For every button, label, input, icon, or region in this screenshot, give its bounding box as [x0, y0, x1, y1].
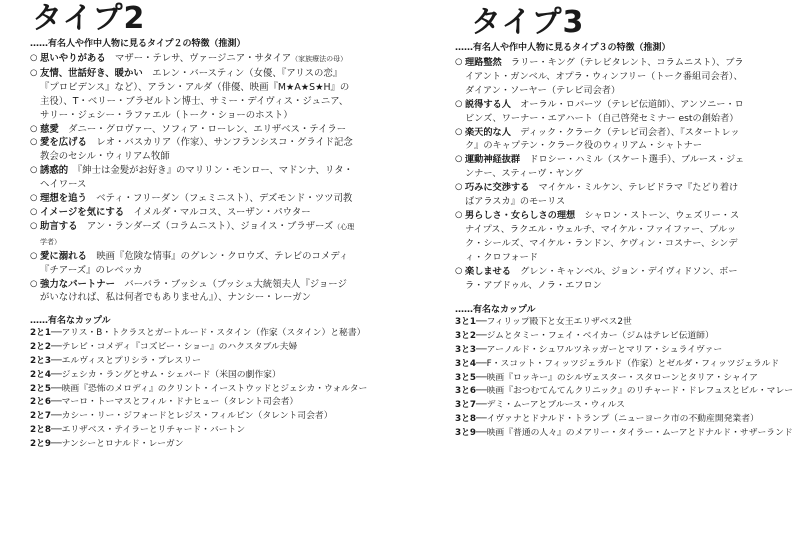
trait-item: [455, 209, 747, 265]
couple-number: 3と7: [455, 400, 477, 411]
trait-note: （家族療法の母）: [291, 55, 348, 63]
couple-number: 3と6: [455, 386, 477, 397]
trait-heading: 慈愛: [40, 123, 59, 135]
trait-item: [455, 98, 747, 126]
couple-text: ──F・スコット・フィッツジェラルド（作家）とゼルダ・フィッツジェラルド: [476, 358, 780, 369]
trait-text: オーラル・ロバーツ（テレビ伝道師）、アンソニー・ロビンズ、ワーナー・エアハート（自己啓発セミナー estの創始者）: [465, 98, 744, 124]
couple-text: ──映画『普通の人々』のメアリー・タイラー・ムーアとドナルド・サザーランド: [476, 427, 793, 438]
trait-text: ドロシー・ハミル（スケート選手）、ブルース・ジェンナー、スティーヴ・ヤング: [465, 154, 745, 180]
trait-heading: 楽しませる: [465, 265, 511, 277]
type3-couples-header: ……有名なカップル: [455, 305, 536, 316]
type2-trait-list: [30, 52, 355, 305]
couple-number: 3と5: [455, 372, 477, 383]
trait-item: [455, 153, 747, 181]
couple-item: [455, 358, 780, 372]
couple-item: [30, 424, 355, 438]
couple-number: 2と8: [30, 424, 52, 435]
couple-number: 2と3: [30, 355, 52, 366]
trait-item: [30, 278, 355, 306]
circle-bullet-icon: ○: [455, 154, 463, 165]
type2-column: [30, 1, 368, 451]
couple-text: ──アリス・B・トクラスとガートルード・スタイン（作家（スタイン）と秘書）: [51, 328, 366, 339]
couple-number: 2と2: [30, 342, 52, 353]
type3-couple-list: [455, 316, 793, 440]
trait-heading: 誘惑的: [40, 165, 69, 177]
type3-famous-header: ……有名人や作中人物に見るタイプ３の特徴（推測）: [455, 43, 671, 53]
circle-bullet-icon: ○: [455, 57, 463, 67]
couple-item: [455, 385, 793, 399]
couple-item: [455, 344, 747, 358]
couple-number: 2と4: [30, 369, 52, 380]
trait-item: [30, 136, 355, 164]
trait-text: シャロン・ストーン、ウェズリー・スナイプス、ラクエル・ウェルチ、マイケル・ファイファー、ブルック・シールズ、マイケル・ランドン、ケヴィン・コスナー、シンディ・クロフォード: [465, 209, 740, 263]
trait-heading: 運動神経抜群: [465, 154, 521, 166]
trait-heading: 理想を追う: [40, 193, 87, 205]
trait-heading: イメージを気にする: [40, 206, 125, 218]
trait-text: 映画『危険な情事』のグレン・クロウズ、テレビのコメディ『チアーズ』のレベッカ: [40, 250, 349, 276]
couple-text: ──映画『おつむてんてんクリニック』のリチャード・ドレフュスとビル・マレー: [476, 386, 793, 397]
trait-item: [455, 56, 747, 98]
trait-text: アン・ランダーズ（コラムニスト）、ジョイス・ブラザーズ: [77, 220, 334, 232]
trait-text: エレン・バースティン（女優、『アリスの恋』『プロビデンス』など）、アラン・アルダ（俳優、映画『M★A★S★H』の主役）、T・ベリー・ブラゼルトン博士、サミー・デイヴィス・ジュニア、サリー・ジェシー・ラファエル（トーク・ショーのホスト）: [40, 67, 350, 121]
circle-bullet-icon: ○: [455, 182, 463, 193]
trait-note: （心理学者）: [40, 222, 355, 246]
couple-text: ──マーロ・トーマスとフィル・ドナヒュー（タレント司会者）: [51, 397, 299, 408]
couple-item: [455, 330, 747, 344]
trait-heading: 愛を広げる: [40, 137, 87, 149]
couple-text: ──アーノルド・シュワルツネッガーとマリア・シュライヴァー: [476, 345, 723, 355]
circle-bullet-icon: ○: [30, 123, 38, 134]
trait-item: [455, 265, 747, 293]
couple-item: [455, 372, 758, 386]
trait-heading: 愛に溺れる: [40, 250, 87, 262]
couple-text: ──イヴァナとドナルド・トランプ（ニューヨーク市の不動産開発業者）: [476, 413, 759, 424]
couple-item: [455, 413, 759, 427]
trait-heading: 理路整然: [465, 57, 502, 68]
couple-text: ──映画『恐怖のメロディ』のクリント・イーストウッドとジェシカ・ウォルター: [51, 383, 368, 394]
couple-number: 3と1: [455, 317, 477, 328]
trait-item: [30, 164, 355, 192]
circle-bullet-icon: ○: [30, 53, 38, 63]
type2-title: タイプ2: [32, 1, 146, 36]
trait-text: ディック・クラーク（テレビ司会者）、『スタートレック』のキャプテン・クラーク役のウィリアム・シャトナー: [465, 126, 740, 152]
couple-number: 2と9: [30, 438, 52, 449]
circle-bullet-icon: ○: [30, 193, 38, 204]
couple-number: 2と7: [30, 411, 52, 422]
trait-heading: 強力なパートナー: [40, 278, 116, 290]
couple-text: ──ジムとタミー・フェイ・ベイカー（ジムはテレビ伝道師）: [476, 331, 714, 342]
trait-text: 『紳士は金髪がお好き』のマリリン・モンロー、マドンナ、リタ・ヘイワース: [40, 165, 354, 191]
couple-text: ──映画『ロッキー』のシルヴェスター・スタローンとタリア・シャイア: [476, 372, 758, 383]
circle-bullet-icon: ○: [455, 98, 463, 109]
trait-text: ベティ・フリーダン（フェミニスト）、デズモンド・ツツ司教: [86, 193, 353, 205]
trait-text: マイケル・ミルケン、テレビドラマ『たどり着けばアラスカ』のモーリス: [465, 182, 739, 208]
trait-heading: 男らしさ・女らしさの理想: [465, 209, 576, 221]
trait-item: [30, 206, 355, 220]
trait-heading: 楽天的な人: [465, 126, 511, 138]
trait-heading: 助言する: [40, 220, 78, 232]
couple-item: [30, 327, 366, 341]
trait-item: [30, 220, 355, 250]
trait-item: [30, 67, 355, 123]
couple-text: ──カシー・リー・ジフォードとレジス・フィルビン（タレント司会者）: [51, 411, 333, 422]
circle-bullet-icon: ○: [30, 165, 38, 176]
couple-item: [30, 355, 355, 369]
couple-text: ──ナンシーとロナルド・レーガン: [51, 438, 184, 449]
circle-bullet-icon: ○: [30, 67, 38, 78]
couple-text: ──エルヴィスとプリシラ・プレスリー: [51, 355, 201, 366]
couple-item: [30, 410, 355, 424]
trait-heading: 思いやりがある: [40, 53, 106, 64]
type3-trait-list: [455, 56, 747, 292]
couple-item: [455, 316, 747, 330]
couple-item: [30, 438, 355, 452]
trait-text: マザー・テレサ、ヴァージニア・サタイア: [105, 53, 292, 64]
type3-column: [455, 2, 793, 441]
circle-bullet-icon: ○: [30, 206, 38, 217]
circle-bullet-icon: ○: [455, 209, 463, 220]
couple-item: [455, 399, 747, 413]
trait-item: [30, 250, 355, 278]
trait-heading: 友情、世話好き、暖かい: [40, 67, 143, 79]
trait-text: ラリー・キング（テレビタレント、コラムニスト）、ブライアント・ガンベル、オプラ・ウィンフリー（トーク番組司会者）、ダイアン・ソーヤー（テレビ司会者）: [465, 57, 744, 96]
couple-text: ──エリザベス・テイラーとリチャード・バートン: [51, 424, 246, 435]
trait-item: [455, 126, 747, 154]
type2-couple-list: [30, 327, 368, 451]
trait-text: グレン・キャンベル、ジョン・デイヴィドソン、ボーラ・アブドゥル、ノラ・エフロン: [465, 265, 738, 291]
couple-number: 3と9: [455, 427, 477, 438]
couple-text: ──ジェシカ・ラングとサム・シェパード（米国の劇作家）: [51, 369, 281, 380]
couple-item: [30, 396, 355, 410]
circle-bullet-icon: ○: [30, 250, 38, 261]
couple-text: ──デミ・ムーアとブルース・ウィルス: [476, 400, 625, 411]
trait-item: [30, 123, 355, 137]
type3-title: タイプ3: [471, 5, 585, 40]
couple-item: [455, 427, 793, 441]
type2-famous-header: ……有名人や作中人物に見るタイプ２の特徴（推測）: [30, 39, 246, 49]
couple-number: 3と8: [455, 413, 477, 424]
trait-text: ダニー・グロヴァー、ソフィア・ローレン、エリザベス・テイラー: [58, 123, 347, 135]
couple-number: 2と5: [30, 383, 52, 394]
trait-heading: 巧みに交渉する: [465, 182, 530, 194]
couple-number: 3と3: [455, 345, 477, 355]
couple-number: 3と4: [455, 358, 477, 369]
trait-text: イメルダ・マルコス、スーザン・パウター: [124, 206, 311, 218]
trait-item: [30, 52, 355, 67]
couple-number: 3と2: [455, 331, 477, 342]
couple-number: 2と1: [30, 328, 52, 339]
circle-bullet-icon: ○: [30, 220, 38, 231]
type2-couples-header: ……有名なカップル: [30, 316, 111, 327]
couple-item: [30, 341, 355, 355]
trait-item: [455, 181, 747, 209]
couple-text: ──テレビ・コメディ『コズビー・ショー』のハクスタブル夫婦: [51, 342, 298, 353]
circle-bullet-icon: ○: [30, 278, 38, 289]
circle-bullet-icon: ○: [30, 137, 38, 148]
trait-text: レオ・バスカリア（作家）、サンフランシスコ・グライド記念教会のセシル・ウィリアム牧師: [40, 137, 353, 163]
couple-number: 2と6: [30, 397, 52, 408]
trait-text: バーバラ・ブッシュ（ブッシュ大統領夫人『ジョージがいなければ、私は何者でもありません』）、ナンシー・レーガン: [40, 278, 347, 304]
couple-item: [30, 369, 355, 383]
circle-bullet-icon: ○: [455, 265, 463, 276]
trait-heading: 説得する人: [465, 98, 511, 110]
couple-text: ──フィリップ殿下と女王エリザベス2世: [476, 317, 632, 328]
couple-item: [30, 383, 368, 397]
trait-item: [30, 192, 355, 206]
circle-bullet-icon: ○: [455, 126, 463, 137]
